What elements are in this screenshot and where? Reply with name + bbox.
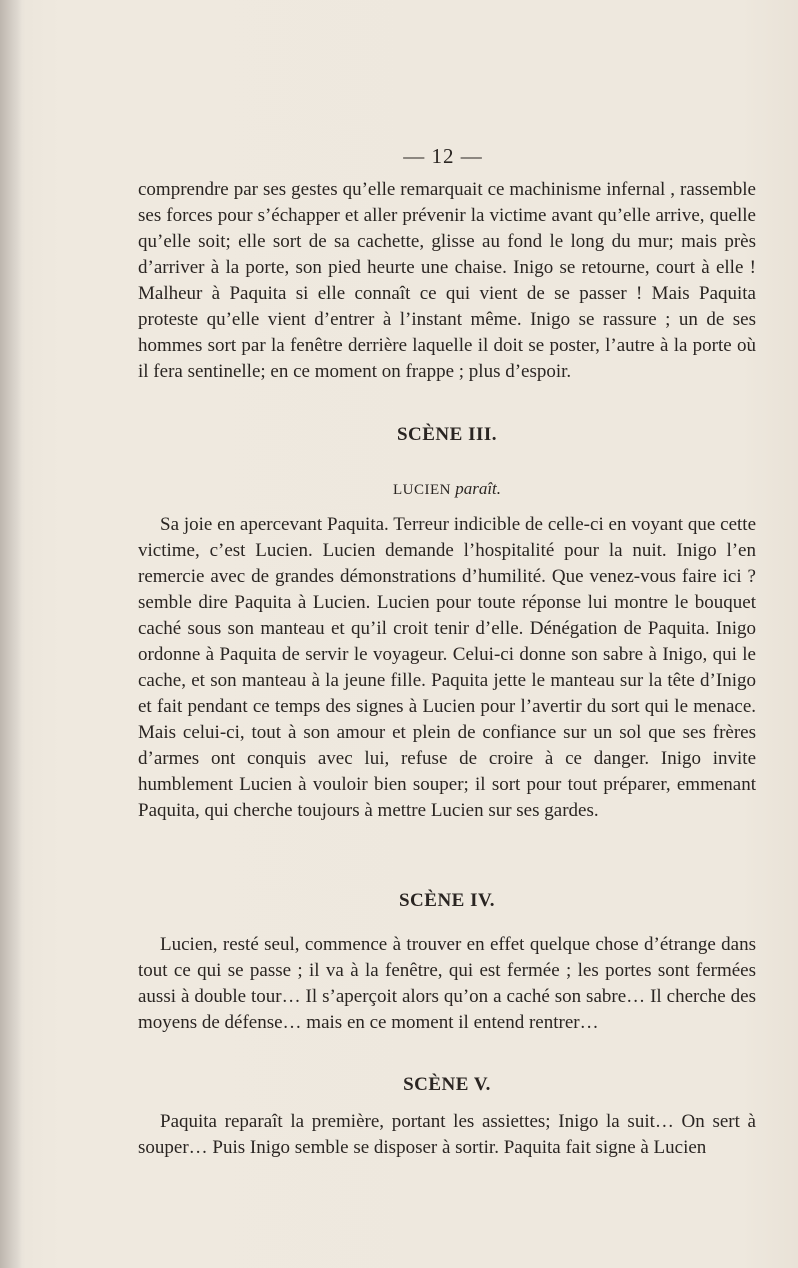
scene-4-heading: SCÈNE IV. <box>398 890 496 911</box>
scene-3-paragraph: Sa joie en apercevant Paquita. Terreur indicible de celle-ci en voyant que cette victime, c’est Lucien. Lucien demande l’hospitalité pour la nuit. Inigo l’en remercie avec de grandes démonstrations d’humilité. Que venez-vous faire ici ? semble dire Paquita à Lucien. Lucien pour toute réponse lui montre le bouquet caché sous son manteau et qu’il croit tenir d’elle. Dénégation de Paquita. Inigo ordonne à Paquita de servir le voyageur. Celui-ci donne son sabre à Inigo, qui le cache, et son manteau à la jeune fille. Paquita jette le manteau sur la tête d’Inigo et fait pendant ce temps des signes à Lucien pour l’avertir du sort qui le menace. Mais celui-ci, tout à son amour et plein de confiance sur un sol que ses frères d’armes ont conquis avec lui, refuse de croire à ce danger. Inigo invite humblement Lucien à vouloir bien souper; il sort pour tout préparer, emmenant Paquita, qui cherche toujours à mettre Lucien sur ses gardes. <box>138 514 756 821</box>
page-number: — 12 — <box>403 144 483 168</box>
scene-3-stage-direction <box>0 479 798 499</box>
scene-5-paragraph: Paquita reparaît la première, portant les assiettes; Inigo la suit… On sert à souper… Puis Inigo semble se disposer à sortir. Paquita fait signe à Lucien <box>138 1111 756 1158</box>
stage-action: paraît. <box>455 479 502 498</box>
scene-4-paragraph: Lucien, resté seul, commence à trouver en effet quelque chose d’étrange dans tout ce qui se passe ; il va à la fenêtre, qui est fermée ; les portes sont fermées aussi à double tour… Il s’aperçoit alors qu’on a caché son sabre… Il cherche des moyens de défense… mais en ce moment il entend rentrer… <box>138 934 756 1033</box>
paragraph-continuation: comprendre par ses gestes qu’elle remarquait ce machinisme infernal , rassemble ses forces pour s’échapper et aller prévenir la victime avant qu’elle arrive, quelle qu’elle soit; elle sort de sa cachette, glisse au fond le long du mur; mais près d’arriver à la porte, son pied heurte une chaise. Inigo se retourne, court à elle ! Malheur à Paquita si elle connaît ce qui vient de se passer ! Mais Paquita proteste qu’elle vient d’entrer à l’instant même. Inigo se rassure ; un de ses hommes sort par la fenêtre derrière laquelle il doit se poster, l’autre à la porte où il fera sentinelle; en ce moment on frappe ; plus d’espoir. <box>138 179 756 382</box>
stage-character-name: LUCIEN <box>392 482 451 498</box>
scene-3-heading: SCÈNE III. <box>396 424 498 445</box>
scene-5-heading: SCÈNE V. <box>403 1074 491 1095</box>
